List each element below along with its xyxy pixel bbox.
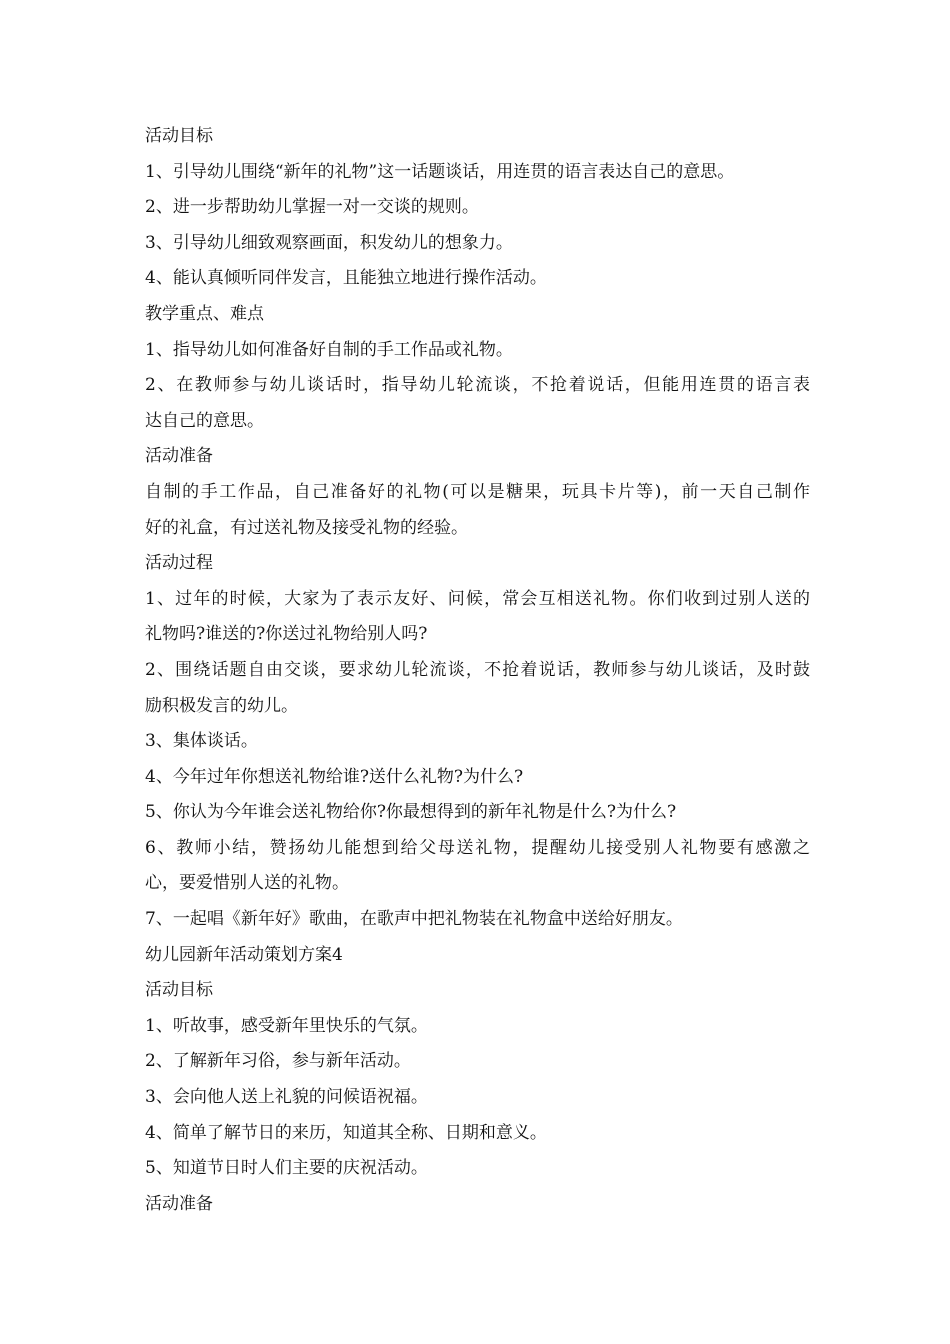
section-heading-process: 活动过程 — [145, 553, 213, 574]
paragraph-line: 3、集体谈话。 — [145, 731, 258, 752]
paragraph-line: 2、围绕话题自由交谈，要求幼儿轮流谈，不抢着说话，教师参与幼儿谈话，及时鼓 — [145, 659, 810, 680]
paragraph-line: 4、今年过年你想送礼物给谁?送什么礼物?为什么? — [145, 766, 524, 787]
section-heading-activity-goals: 活动目标 — [145, 126, 213, 146]
document-body — [145, 119, 810, 1222]
paragraph-line: 2、进一步帮助幼儿掌握一对一交谈的规则。 — [145, 197, 479, 218]
paragraph-line: 2、了解新年习俗，参与新年活动。 — [145, 1051, 411, 1072]
paragraph-line: 自制的手工作品，自己准备好的礼物(可以是糖果，玩具卡片等)，前一天自己制作 — [145, 481, 810, 502]
section-heading-activity-goals-2: 活动目标 — [145, 980, 213, 1001]
paragraph-line: 心，要爱惜别人送的礼物。 — [145, 873, 349, 894]
paragraph-line: 礼物吗?谁送的?你送过礼物给别人吗? — [145, 624, 428, 645]
paragraph-line: 3、会向他人送上礼貌的问候语祝福。 — [145, 1087, 428, 1108]
section-heading-key-points: 教学重点、难点 — [145, 303, 264, 324]
paragraph-line: 4、简单了解节日的来历，知道其全称、日期和意义。 — [145, 1122, 547, 1143]
paragraph-line: 2、在教师参与幼儿谈话时，指导幼儿轮流谈，不抢着说话，但能用连贯的语言表 — [145, 375, 810, 396]
paragraph-line: 达自己的意思。 — [145, 410, 264, 431]
paragraph-line: 3、引导幼儿细致观察画面，积发幼儿的想象力。 — [145, 232, 513, 253]
paragraph-line: 好的礼盒，有过送礼物及接受礼物的经验。 — [145, 517, 468, 538]
paragraph-line: 1、过年的时候，大家为了表示友好、问候，常会互相送礼物。你们收到过别人送的 — [145, 588, 810, 609]
paragraph-line: 7、一起唱《新年好》歌曲，在歌声中把礼物装在礼物盒中送给好朋友。 — [145, 909, 683, 930]
paragraph-line: 4、能认真倾听同伴发言，且能独立地进行操作活动。 — [145, 268, 547, 289]
paragraph-line: 6、教师小结，赞扬幼儿能想到给父母送礼物，提醒幼儿接受别人礼物要有感激之 — [145, 837, 810, 858]
paragraph-line: 5、你认为今年谁会送礼物给你?你最想得到的新年礼物是什么?为什么? — [145, 802, 677, 823]
plan-title: 幼儿园新年活动策划方案4 — [145, 944, 343, 965]
paragraph-line: 励积极发言的幼儿。 — [145, 695, 298, 716]
paragraph-line: 1、引导幼儿围绕“新年的礼物”这一话题谈话，用连贯的语言表达自己的意思。 — [145, 161, 735, 182]
paragraph-line: 5、知道节日时人们主要的庆祝活动。 — [145, 1158, 428, 1179]
section-heading-preparation: 活动准备 — [145, 446, 213, 467]
section-heading-preparation-2: 活动准备 — [145, 1193, 213, 1214]
paragraph-line: 1、听故事，感受新年里快乐的气氛。 — [145, 1015, 428, 1036]
paragraph-line: 1、指导幼儿如何准备好自制的手工作品或礼物。 — [145, 339, 513, 360]
